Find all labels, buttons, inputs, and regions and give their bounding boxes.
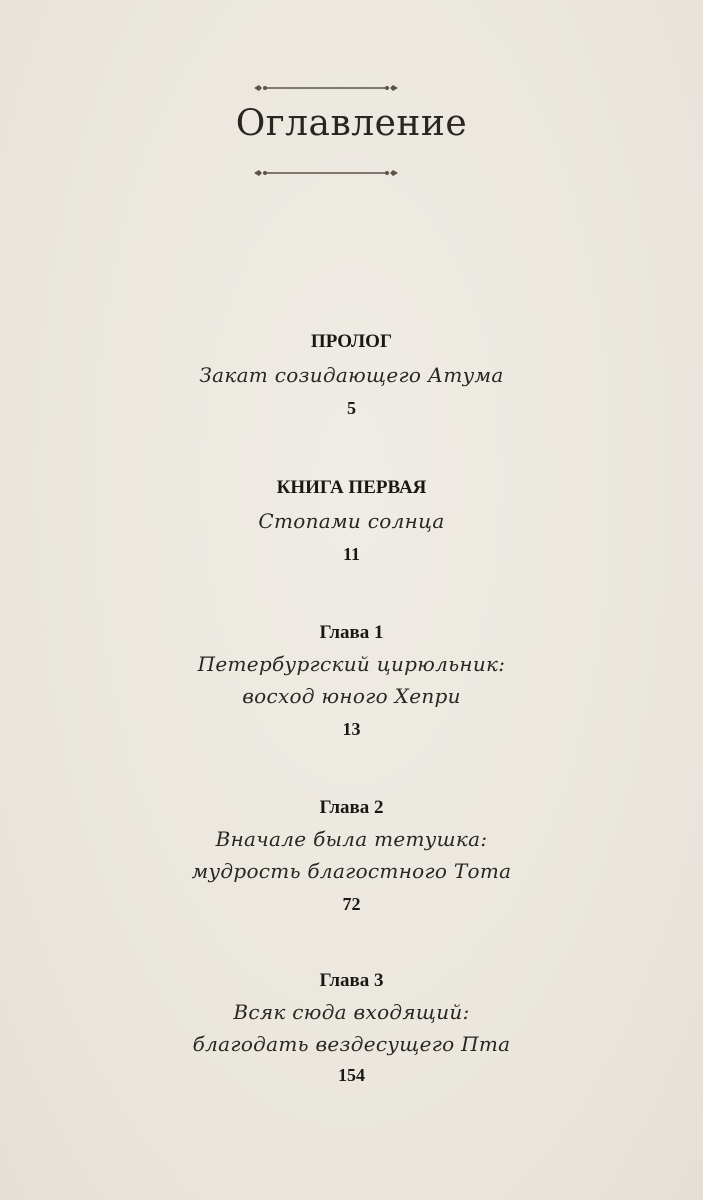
- entry-subtitle: Стопами солнца: [258, 509, 445, 533]
- ornament-top-icon: [251, 79, 401, 97]
- entry-subtitle-line-1: Вначале была тетушка:: [215, 827, 488, 851]
- ornament-bottom-icon: [251, 164, 401, 182]
- toc-entry-chapter-3: [0, 970, 703, 1086]
- toc-entry-book-one: [0, 477, 703, 565]
- entry-page-number: 5: [347, 398, 356, 418]
- entry-label: ПРОЛОГ: [310, 331, 393, 352]
- entry-subtitle-line-2: восход юного Хепри: [242, 684, 461, 708]
- toc-entry-chapter-2: [0, 797, 703, 915]
- entry-subtitle-line-1: Петербургский цирюльник:: [197, 652, 506, 676]
- entry-subtitle: Закат созидающего Атума: [199, 363, 504, 387]
- entry-subtitle-line-1: Всяк сюда входящий:: [233, 1000, 470, 1024]
- toc-title: Оглавление: [235, 103, 468, 144]
- entry-label: КНИГА ПЕРВАЯ: [276, 477, 427, 498]
- entry-page-number: 72: [342, 894, 361, 914]
- entry-page-number: 154: [338, 1065, 365, 1085]
- entry-label: Глава 2: [319, 797, 384, 818]
- entry-subtitle-line-2: мудрость благостного Тота: [191, 859, 512, 883]
- entry-label: Глава 1: [319, 622, 384, 643]
- entry-subtitle-line-2: благодать вездесущего Пта: [192, 1032, 511, 1056]
- toc-entry-chapter-1: [0, 622, 703, 740]
- entry-page-number: 11: [342, 544, 360, 564]
- entry-page-number: 13: [342, 719, 361, 739]
- toc-entry-prologue: [0, 331, 703, 419]
- entry-label: Глава 3: [319, 970, 384, 991]
